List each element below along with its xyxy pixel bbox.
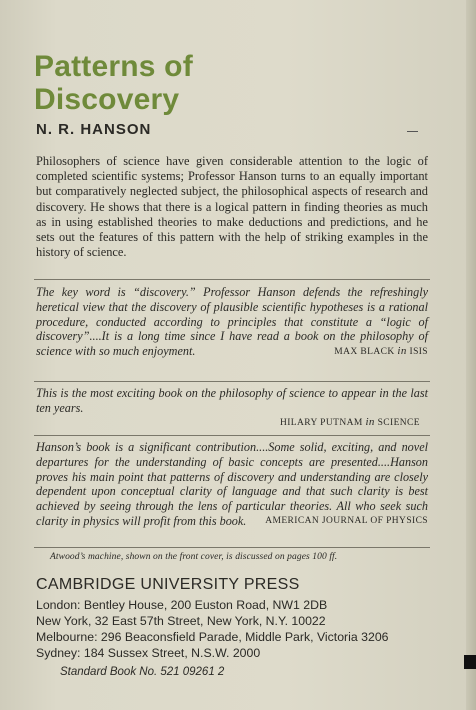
review-quote-2 [36,386,428,416]
address-new-york: New York, 32 East 57th Street, New York, N.Y. 10022 [36,614,326,628]
divider [34,279,430,280]
cover-caption: Atwood’s machine, shown on the front cover, is discussed on pages 100 ff. [50,552,338,562]
review-quote-1 [36,285,428,360]
divider [34,381,430,382]
cover-edge [466,0,476,710]
title-line-2: Discovery [34,83,180,116]
book-title [34,50,193,116]
title-line-1: Patterns of [34,50,193,83]
review-source-1: MAX BLACK in ISIS [334,345,428,358]
review-source-3: AMERICAN JOURNAL OF PHYSICS [265,515,428,526]
review-text-2: This is the most exciting book on the philosophy of science to appear in the last ten years. [36,386,428,415]
address-sydney: Sydney: 184 Sussex Street, N.S.W. 2000 [36,646,261,660]
divider [34,435,430,436]
author-name: N. R. HANSON [36,121,152,138]
review-quote-3 [36,440,428,529]
review-source-2: HILARY PUTNAM in SCIENCE [279,416,420,428]
printer-mark [464,655,476,669]
author-dash [407,131,418,132]
description-blurb: Philosophers of science have given considerable attention to the logic of completed scientific systems; Professor Hanson turns to an equally important but comparatively neglected subject, the philosophical aspects of research and discovery. He shows that there is a logical pattern in finding theories as much as in using established theories to make deductions and predictions, and he sets out the features of this pattern with the help of striking examples in the history of science. [36,154,428,260]
review-text-1: The key word is “discovery.” Professor Hanson defends the refreshingly heretical view that the discovery of plausible scientific hypotheses is a rational procedure, conducted according to principles that constitute a “logic of discovery”....It is a long time since I have read a book on the philosophy of science with so much enjoyment. [36,285,428,359]
publisher-name: CAMBRIDGE UNIVERSITY PRESS [36,576,300,593]
divider [34,547,430,548]
address-melbourne: Melbourne: 296 Beaconsfield Parade, Middle Park, Victoria 3206 [36,630,389,644]
address-london: London: Bentley House, 200 Euston Road, NW1 2DB [36,598,328,612]
isbn: Standard Book No. 521 09261 2 [60,666,225,678]
review-text-3: Hanson’s book is a significant contribution....Some solid, exciting, and novel departures for the understanding of basic concepts are presented....Hanson proves his main point that patterns of discovery and understanding are closely dependent upon conceptual clarity of language and that such clarity is best achieved by seeing through the lens of particular theories. All who seek such clarity in physics will profit from this book. [36,440,428,528]
